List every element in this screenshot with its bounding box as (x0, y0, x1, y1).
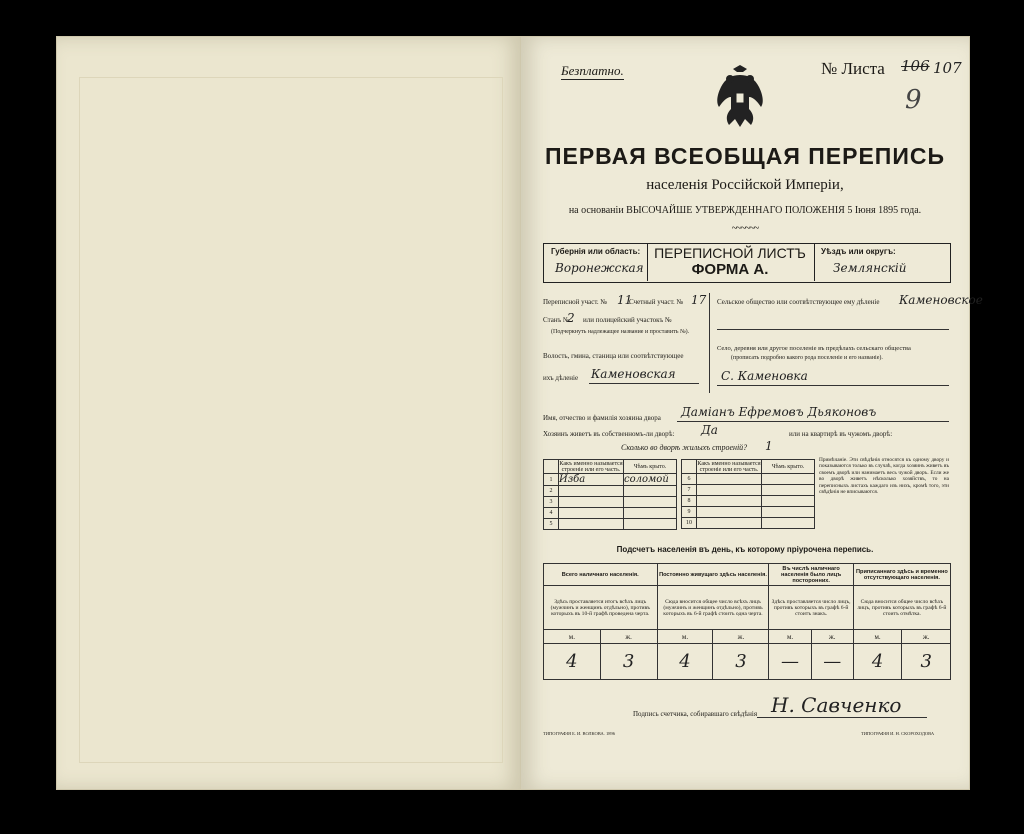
table-row (544, 508, 677, 519)
building-roof (762, 485, 815, 496)
district-value: Землянскій (833, 261, 907, 275)
buildings-table-right (681, 459, 815, 529)
sheet-number-value: 107 (933, 59, 962, 77)
district-label: Уѣздъ или округъ: (821, 247, 896, 256)
summary-header-outsiders: Въ числѣ наличнаго населенія было лицъ посторонних. (769, 564, 853, 586)
female-col-label: ж. (713, 630, 769, 644)
row-number: 2 (544, 486, 559, 497)
row-number: 9 (682, 507, 697, 518)
count-permanent-female: 3 (713, 644, 769, 680)
province-value: Воронежская (555, 261, 644, 275)
double-headed-eagle-icon (713, 63, 767, 131)
left-page (56, 36, 522, 790)
count-absent-male: 4 (853, 644, 902, 680)
summary-header-absent: Приписаннаго здѣсь и временно отсутствующаго населенія. (853, 564, 950, 586)
building-roof (762, 518, 815, 529)
building-roof (762, 496, 815, 507)
camp-value: 2 (567, 311, 575, 325)
camp-note: (Подчеркнуть надлежащее название и проставить №). (551, 329, 690, 335)
imprint-right: ТИПОГРАФІЯ И. Н. СКОРОХОДОВА (861, 731, 935, 736)
community-line (717, 329, 949, 330)
info-divider (709, 293, 710, 393)
count-outsiders-female: — (811, 644, 853, 680)
community-label: Сельское общество или соотвѣтствующее ему дѣленіе (717, 298, 880, 306)
building-roof (762, 474, 815, 485)
count-permanent-male: 4 (657, 644, 713, 680)
community-value: Каменовское (899, 293, 983, 307)
building-roof (762, 507, 815, 518)
building-name (697, 507, 762, 518)
row-number: 3 (544, 497, 559, 508)
volost-underline (589, 383, 699, 384)
buildings-label: Сколько во дворѣ жилыхъ строеній? (621, 443, 748, 452)
female-col-label: ж. (811, 630, 853, 644)
male-col-label: м. (853, 630, 902, 644)
building-roof (624, 486, 677, 497)
signature-label: Подпись счетчика, собиравшаго свѣдѣнія (633, 710, 758, 718)
summary-title: Подсчетъ населенія въ день, къ которому пріурочена перепись. (616, 545, 874, 554)
village-value: С. Каменовка (721, 369, 808, 383)
table-row (544, 486, 677, 497)
counting-district-value: 17 (691, 293, 707, 307)
row-number: 7 (682, 485, 697, 496)
camp-suffix: или полицейский участокъ № (583, 316, 672, 324)
owner-lives-other: или на квартирѣ въ чужомъ дворѣ: (789, 430, 893, 438)
province-label: Губернія или область: (551, 247, 641, 256)
building-col-name-left: Какъ именно называется строеніе или его часть. (559, 460, 623, 473)
owner-name-value: Даміанъ Ефремовъ Дьяконовъ (681, 405, 877, 419)
summary-desc-permanent: Сюда вносится общее число всѣхъ лицъ (мужчинъ и женщинъ отдѣльно), противъ которыхъ въ 6-й графѣ стоитъ одна черта. (657, 586, 769, 630)
female-col-label: ж. (902, 630, 951, 644)
census-district-label: Переписной участ. № (543, 298, 608, 306)
building-name (559, 519, 624, 530)
owner-name-label: Имя, отчество и фамилія хозяина двора (543, 414, 661, 422)
owner-name-line (677, 421, 949, 422)
building-col-roof-right: Чѣмъ крыто. (762, 460, 815, 474)
table-row (682, 485, 815, 496)
volost-label-2: ихъ дѣленіе (543, 374, 579, 382)
table-row (682, 518, 815, 529)
imprint-left: ТИПОГРАФІЯ Б. И. ВОЛКОВА. 1896 (543, 731, 615, 736)
village-line (717, 385, 949, 386)
table-row (544, 474, 677, 486)
summary-desc-outsiders: Здѣсь проставляется число лицъ, противъ которыхъ въ графѣ 6-й стоитъ знакъ. (769, 586, 853, 630)
count-outsiders-male: — (769, 644, 811, 680)
volost-value: Каменовская (591, 367, 676, 381)
row-number: 10 (682, 518, 697, 529)
ornament-divider: ~~~~~~ (731, 223, 759, 234)
free-label: Безплатно. (561, 63, 624, 78)
village-note: (прописать подробно какого рода поселеніе и его названіе). (731, 355, 883, 361)
page-title: ПЕРВАЯ ВСЕОБЩАЯ ПЕРЕПИСЬ (544, 143, 946, 169)
buildings-value: 1 (765, 439, 773, 453)
camp-label: Станъ № (543, 316, 570, 324)
table-row (544, 519, 677, 530)
decree-basis: на основаніи ВЫСОЧАЙШЕ УТВЕРЖДЕННАГО ПОЛОЖЕНІЯ 5 Іюня 1895 года. (568, 205, 922, 216)
building-name: Изба (559, 474, 624, 486)
male-col-label: м. (544, 630, 601, 644)
summary-desc-total: Здѣсь проставляется итогъ всѣхъ лицъ (мужчинъ и женщинъ отдѣльно), противъ которыхъ въ 10-й графѣ проведена черта. (544, 586, 658, 630)
table-row (682, 496, 815, 507)
volost-label: Волость, гмина, станица или соотвѣтствующее (543, 352, 684, 360)
summary-table (543, 563, 951, 680)
sheet-number-label: № Листа (821, 59, 885, 78)
page-subtitle: населенія Россійской Имперіи, (646, 177, 844, 193)
building-roof: соломой (624, 474, 677, 486)
row-number: 4 (544, 508, 559, 519)
building-name (559, 497, 624, 508)
form-label: ФОРМА А. (691, 261, 769, 278)
count-absent-female: 3 (902, 644, 951, 680)
counting-district-label: Счетный участ. № (629, 298, 684, 306)
female-col-label: ж. (600, 630, 657, 644)
sheet-number-strike: 106 (901, 57, 930, 75)
building-name (559, 508, 624, 519)
row-number: 5 (544, 519, 559, 530)
village-label: Село, деревня или другое поселеніе въ предѣлахъ сельскаго общества (717, 345, 911, 352)
building-roof (624, 519, 677, 530)
building-roof (624, 508, 677, 519)
building-name (697, 518, 762, 529)
count-total-female: 3 (600, 644, 657, 680)
signature-line (757, 717, 927, 718)
summary-header-permanent: Постоянно живущаго здѣсь населенія. (657, 564, 769, 586)
count-total-male: 4 (544, 644, 601, 680)
buildings-table-left (543, 459, 677, 530)
left-page-blank (79, 77, 503, 763)
remark-note: Примѣчаніе. Эти свѣдѣнія относятся къ одному двору и показываются только въ случаѣ, когда хозяинъ живетъ въ своемъ дворѣ или нанимаетъ весь чужой дворъ. Если же во дворѣ живетъ нѣсколько хозяйствъ, то на переписныхъ листахъ каждаго изъ нихъ, кромѣ того, эти свѣдѣнія не вписываются. (819, 457, 949, 496)
table-row (682, 507, 815, 518)
pencil-note: 9 (905, 85, 922, 115)
row-number: 6 (682, 474, 697, 485)
building-col-name-right: Какъ именно называется строеніе или его часть. (697, 460, 761, 473)
row-number: 1 (544, 474, 559, 486)
building-roof (624, 497, 677, 508)
building-name (559, 486, 624, 497)
row-number: 8 (682, 496, 697, 507)
owner-lives-value: Да (701, 423, 718, 437)
building-name (697, 474, 762, 485)
census-form-page (520, 36, 983, 790)
table-row (544, 497, 677, 508)
table-row (682, 474, 815, 485)
male-col-label: м. (769, 630, 811, 644)
signature-value: Н. Савченко (771, 693, 902, 717)
building-name (697, 485, 762, 496)
summary-desc-absent: Сюда вносится общее число всѣхъ лицъ, противъ которыхъ въ графѣ 6-й стоитъ отмѣтка. (853, 586, 950, 630)
building-col-roof-left: Чѣмъ крыто. (624, 460, 677, 474)
owner-lives-label: Хозяинъ живетъ въ собственномъ-ли дворѣ: (543, 430, 675, 438)
building-name (697, 496, 762, 507)
census-district-value: 11 (617, 293, 633, 307)
summary-header-total: Всего наличнаго населенія. (544, 564, 658, 586)
sheet-title: ПЕРЕПИСНОЙ ЛИСТЪ (654, 245, 806, 261)
male-col-label: м. (657, 630, 713, 644)
